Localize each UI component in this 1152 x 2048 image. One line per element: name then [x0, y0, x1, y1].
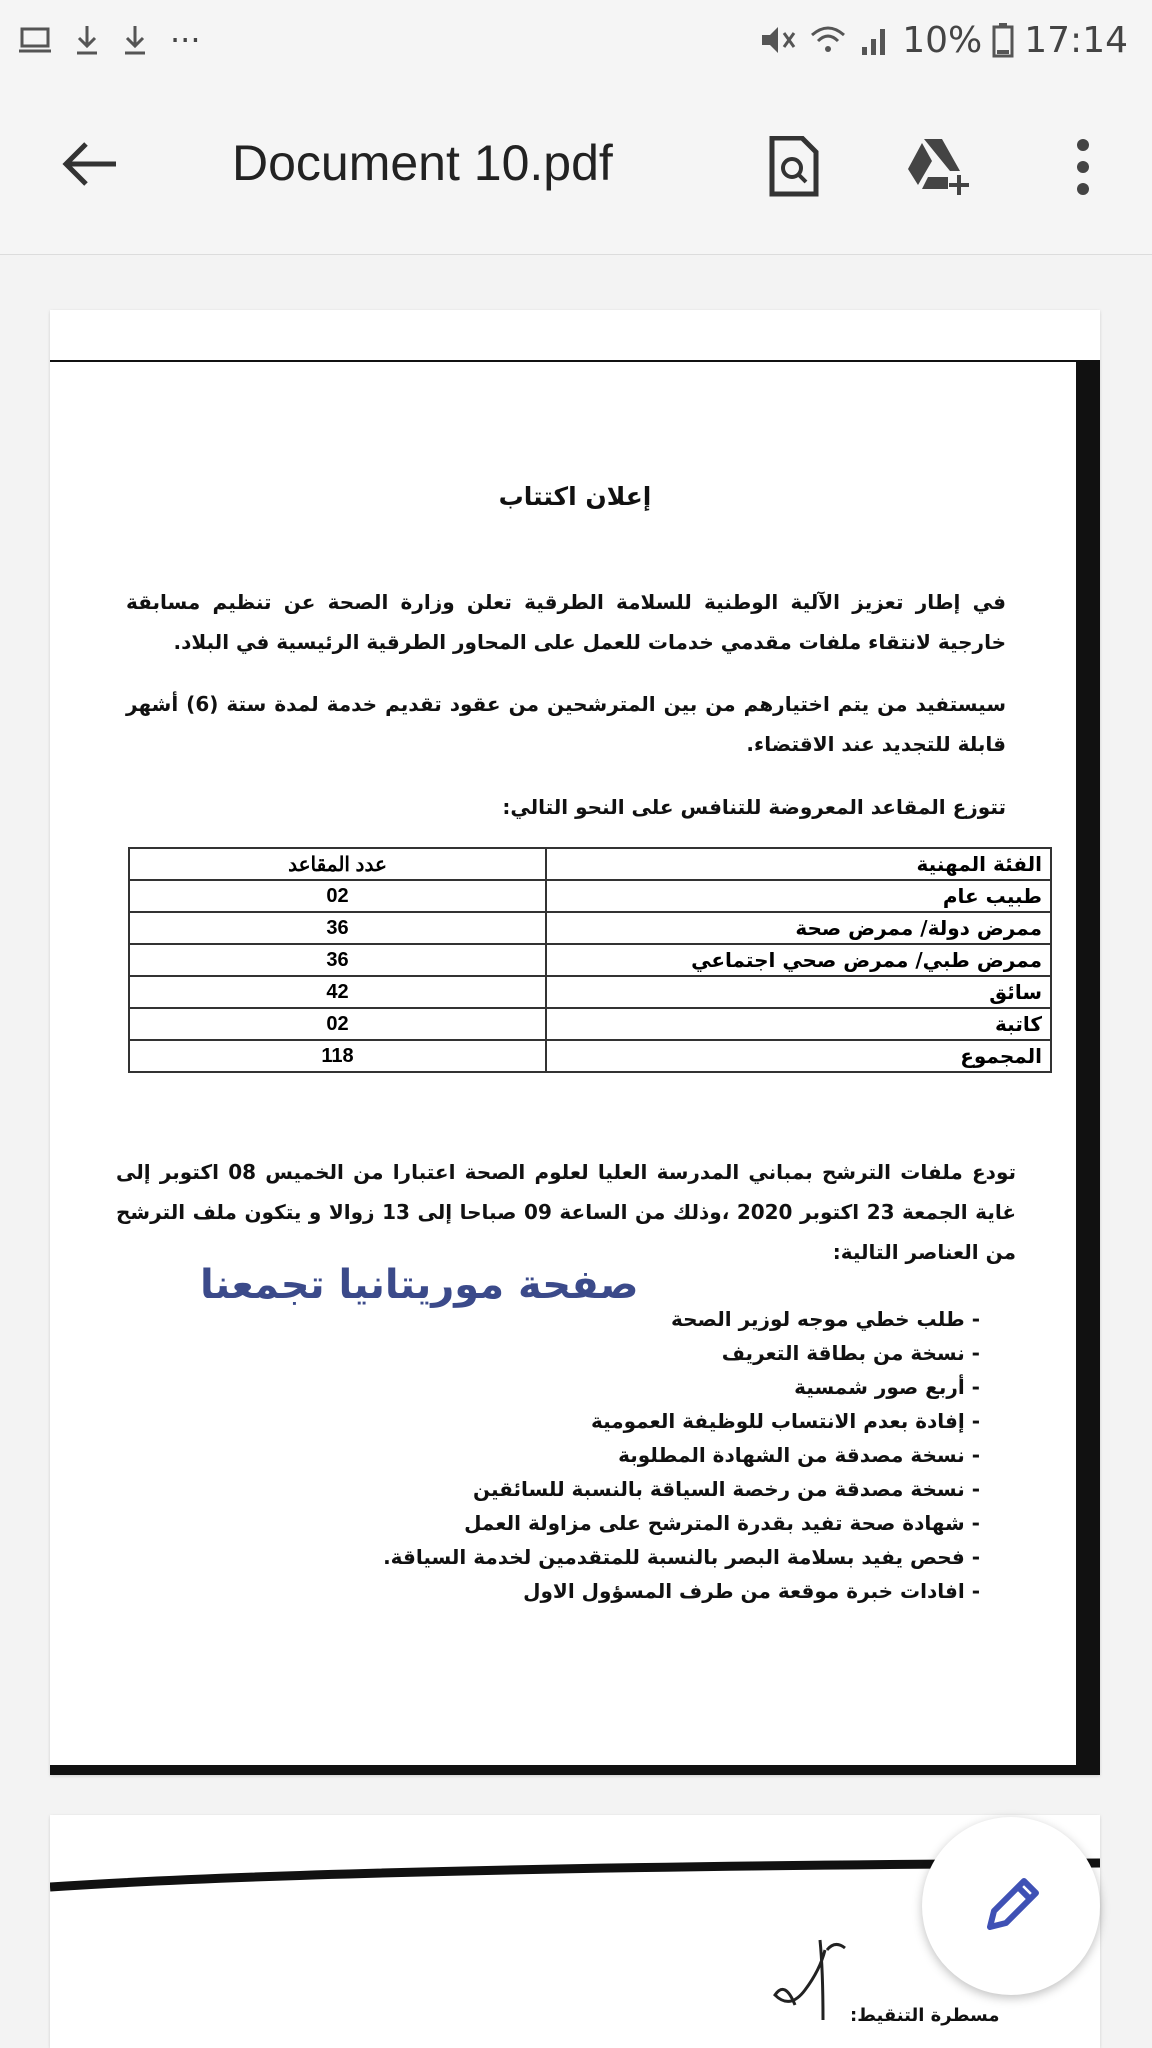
pdf-page-1 [50, 310, 1100, 1775]
requirements-list [280, 1302, 980, 1608]
seats-cell: 02 [129, 880, 546, 912]
seats-cell: 36 [129, 944, 546, 976]
app-bar [0, 80, 1152, 255]
category-cell: ممرض دولة/ ممرض صحة [546, 912, 1051, 944]
list-item: - أربع صور شمسية [794, 1375, 980, 1399]
category-cell: كاتبة [546, 1008, 1051, 1040]
add-to-drive-button[interactable] [902, 132, 972, 202]
signal-icon [858, 23, 892, 57]
overflow-menu-icon [1075, 137, 1091, 197]
battery-percent: 10% [902, 19, 983, 61]
download-icon [74, 24, 100, 56]
list-item: - افادات خبرة موقعة من طرف المسؤول الاول [523, 1579, 980, 1603]
announcement-title: إعلان اكتتاب [498, 482, 652, 511]
document-title: Document 10.pdf [232, 135, 613, 191]
edit-fab-button[interactable] [922, 1817, 1100, 1995]
table-row [129, 880, 1051, 912]
list-item: - إفادة بعدم الانتساب للوظيفة العمومية [590, 1409, 980, 1433]
status-bar [0, 0, 1152, 80]
list-item: - فحص يفيد بسلامة البصر بالنسبة للمتقدمين لخدمة السياقة. [383, 1545, 980, 1569]
list-item: - شهادة صحة تفيد بقدرة المترشح على مزاولة العمل [464, 1511, 980, 1535]
category-cell: طبيب عام [546, 880, 1051, 912]
edit-pencil-icon [976, 1871, 1046, 1941]
table-row [129, 912, 1051, 944]
list-item: - طلب خطي موجه لوزير الصحة [670, 1307, 980, 1331]
table-row [129, 944, 1051, 976]
watermark-text: صفحة موريتانيا تجمعنا [200, 1262, 639, 1308]
submission-paragraph: تودع ملفات الترشح بمباني المدرسة العليا لعلوم الصحة اعتبارا من الخميس 08 اكتوبر إلى غاية الجمعة 23 اكتوبر 2020 ،وذلك من الساعة 09 صباحا إلى 13 زوالا و يتكون ملف الترشح من العناصر التالية: [116, 1160, 1016, 1264]
category-cell: ممرض طبي/ ممرض صحي اجتماعي [546, 944, 1051, 976]
seats-header: عدد المقاعد [129, 848, 546, 880]
notification-icons [18, 21, 201, 59]
category-header: الفئة المهنية [546, 848, 1051, 880]
download-icon [122, 24, 148, 56]
list-item: - نسخة مصدقة من الشهادة المطلوبة [618, 1443, 980, 1467]
battery-icon [992, 22, 1014, 58]
list-item: - نسخة مصدقة من رخصة السياقة بالنسبة للسائقين [472, 1477, 980, 1501]
mute-icon [758, 23, 798, 57]
system-indicators [758, 20, 1128, 61]
seats-cell: 36 [129, 912, 546, 944]
search-document-icon [766, 136, 820, 198]
back-arrow-icon [58, 132, 122, 196]
contract-paragraph: سيستفيد من يتم اختيارهم من بين المترشحين من عقود تقديم خدمة لمدة ستة (6) أشهر قابلة للتجديد عند الاقتضاء. [126, 692, 1006, 756]
category-cell: سائق [546, 976, 1051, 1008]
laptop-icon [18, 25, 52, 55]
seats-cell: 02 [129, 1008, 546, 1040]
seats-total: 118 [129, 1040, 546, 1072]
total-label: المجموع [546, 1040, 1051, 1072]
seats-table [128, 847, 1052, 1073]
wifi-icon [808, 23, 848, 57]
signature-image [765, 1910, 885, 2020]
table-total-row [129, 1040, 1051, 1072]
table-row [129, 976, 1051, 1008]
back-button[interactable] [58, 132, 128, 202]
intro-paragraph: في إطار تعزيز الآلية الوطنية للسلامة الطرقية تعلن وزارة الصحة عن تنظيم مسابقة خارجية لانتقاء ملفات مقدمي خدمات للعمل على المحاور الطرقية الرئيسية في البلاد. [126, 590, 1006, 654]
seats-cell: 42 [129, 976, 546, 1008]
add-to-drive-icon [902, 137, 972, 197]
signature-label: مسطرة التنقيط: [850, 2005, 1000, 2026]
seats-intro: تتوزع المقاعد المعروضة للتنافس على النحو التالي: [502, 795, 1006, 819]
overflow-menu-button[interactable] [1048, 132, 1118, 202]
clock: 17:14 [1024, 19, 1128, 61]
table-row [129, 1008, 1051, 1040]
list-item: - نسخة من بطاقة التعريف [721, 1341, 980, 1365]
table-header-row [129, 848, 1051, 880]
more-notifications-icon: ··· [170, 21, 201, 59]
scanned-document [50, 360, 1100, 1775]
search-document-button[interactable] [758, 132, 828, 202]
